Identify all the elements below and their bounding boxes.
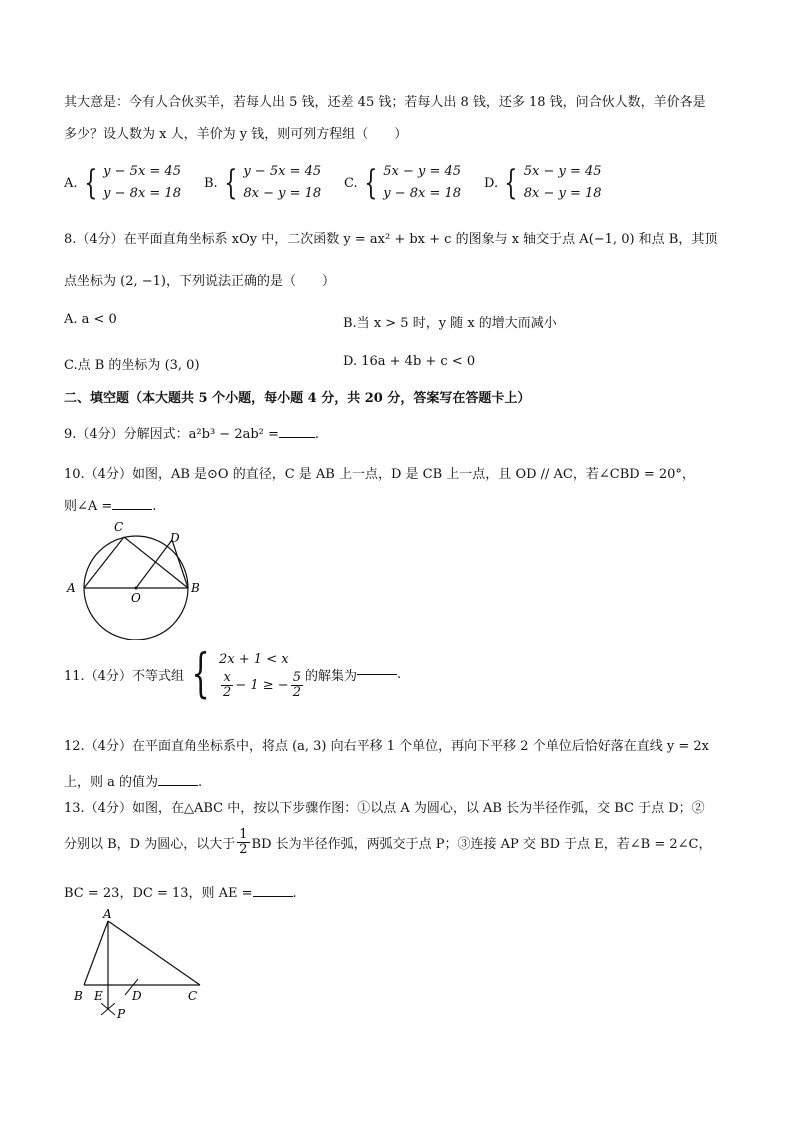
side-ac: [108, 921, 200, 985]
q7-option-c: [344, 161, 461, 205]
equation: y − 5x = 45: [243, 164, 322, 179]
q8-line1: 8.（4分）在平面直角坐标系 xOy 中，二次函数 y = ax² + bx + c 的图象与 x 轴交于点 A(−1, 0) 和点 B，其顶: [64, 232, 718, 247]
q13-line3: BC = 23，DC = 13，则 AE = .: [64, 886, 297, 901]
circle-figure: [62, 518, 212, 640]
label-c: C: [114, 520, 124, 534]
triangle-figure: [70, 905, 210, 1021]
label-a: A: [67, 581, 76, 595]
equation: 5x − y = 45: [383, 164, 462, 179]
option-label: D.: [484, 175, 499, 191]
equation: 5x − y = 45: [523, 164, 602, 179]
q10-line2-text: 则∠A =: [64, 499, 113, 514]
option-label: A.: [64, 175, 78, 191]
brace-icon: {: [191, 644, 210, 704]
q10-line2: 则∠A = .: [64, 499, 157, 514]
answer-blank: [357, 674, 397, 675]
answer-blank: [253, 896, 293, 897]
q9: 9.（4分）分解因式：a²b³ − 2ab² = .: [64, 427, 320, 442]
fraction: $\frac{x}{2}$: [223, 669, 232, 700]
label-d: D: [170, 531, 180, 545]
label-p: P: [117, 1007, 126, 1021]
brace-icon: {: [224, 163, 237, 203]
answer-blank: [112, 509, 152, 510]
q8-option-b: B.当 x > 5 时，y 随 x 的增大而减小: [343, 316, 557, 331]
q7-option-d: [484, 161, 602, 205]
section-heading: 二、填空题（本大题共 5 个小题，每小题 4 分，共 20 分，答案写在答题卡上）: [64, 391, 531, 406]
label-b: B: [74, 989, 83, 1003]
option-label: B.: [204, 175, 218, 191]
label-o: O: [131, 591, 141, 605]
q11: 11.（4分）不等式组 { 2x + 1 < x $\frac{x}{2}$ − 1 ≥ − $\frac{5}{2}$ 的解集为 .: [64, 644, 402, 704]
label-a: A: [103, 907, 112, 921]
label-b: B: [191, 581, 200, 595]
label-c: C: [188, 989, 198, 1003]
answer-blank: [279, 437, 315, 438]
side-ab: [84, 921, 108, 985]
q11-prefix: 11.（4分）不等式组: [64, 668, 184, 684]
answer-blank: [158, 785, 198, 786]
q8-option-a: A. a < 0: [64, 312, 117, 327]
equation: 8x − y = 18: [523, 186, 602, 201]
brace-icon: {: [363, 163, 377, 203]
q7-option-b: [204, 161, 321, 205]
segment-od: [136, 540, 172, 588]
q11-suffix: 的解集为: [304, 668, 357, 684]
q12-line1: 12.（4分）在平面直角坐标系中，将点 (a, 3) 向右平移 1 个单位，再向下平移 2 个单位后恰好落在直线 y = 2x: [64, 739, 709, 754]
inequality-1: 2x + 1 < x: [219, 651, 289, 667]
q13-line3-text: BC = 23，DC = 13，则 AE =: [64, 886, 253, 901]
q13-line2: [64, 828, 712, 857]
center-point: [135, 587, 138, 590]
q13-line1: 13.（4分）如图，在△ABC 中，按以下步骤作图：①以点 A 为圆心，以 AB 长为半径作弧，交 BC 于点 D；②: [64, 801, 705, 816]
label-d: D: [132, 989, 142, 1003]
q9-text: 9.（4分）分解因式：a²b³ − 2ab² =: [64, 427, 279, 442]
q10-line1: 10.（4分）如图，AB 是⊙O 的直径，C 是 AB 上一点，D 是 CB 上一点，且 OD // AC，若∠CBD = 20°，: [64, 467, 695, 482]
q8-line2: 点坐标为 (2, −1)，下列说法正确的是（ ）: [64, 274, 335, 289]
equation: y − 8x = 18: [103, 186, 181, 201]
q13-line2a: 分别以 B，D 为圆心，以大于: [64, 837, 236, 852]
label-e: E: [94, 989, 103, 1003]
q7-line2: 多少？设人数为 x 人，羊价为 y 钱，则可列方程组（ ）: [64, 127, 408, 142]
q12-line2: 上，则 a 的值为 .: [64, 775, 203, 790]
chord-db: [172, 540, 188, 588]
q7-line1: 其大意是：今有人合伙买羊，若每人出 5 钱，还差 45 钱；若每人出 8 钱，还多 18 钱，问合伙人数，羊价各是: [64, 95, 706, 110]
inequality-mid: − 1 ≥ −: [235, 677, 289, 693]
brace-icon: {: [83, 163, 97, 203]
fraction: $\frac{1}{2}$: [239, 827, 248, 857]
fraction: $\frac{5}{2}$: [292, 669, 301, 700]
option-label: C.: [344, 175, 358, 191]
q8-option-d: D. 16a + 4b + c < 0: [343, 354, 476, 369]
q13-line2b: BD 长为半径作弧，两弧交于点 P；③连接 AP 交 BD 于点 E，若∠B = 2∠C，: [251, 837, 712, 852]
equation: y − 5x = 45: [103, 164, 181, 179]
equation: 8x − y = 18: [243, 186, 322, 201]
equation: y − 8x = 18: [383, 186, 462, 201]
q8-option-c: C.点 B 的坐标为 (3, 0): [64, 358, 200, 373]
brace-icon: {: [504, 163, 518, 203]
q12-line2-text: 上，则 a 的值为: [64, 775, 159, 790]
inequality-2: [219, 671, 305, 700]
q7-option-a: [64, 161, 181, 205]
